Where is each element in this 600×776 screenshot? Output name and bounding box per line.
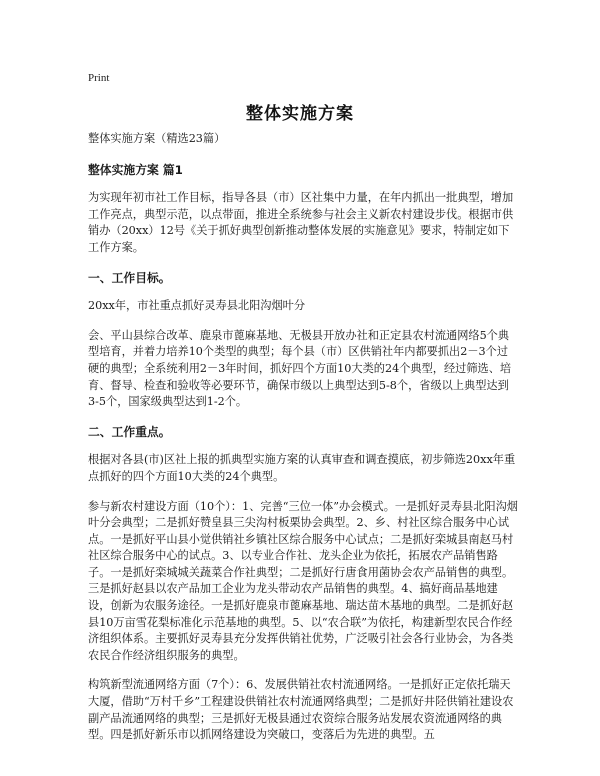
section-heading-focus: 二、工作重点。 (88, 424, 171, 439)
focus-paragraph-2: 参与新农村建设方面（10个）：1、完善“三位一体”办会模式。一是抓好灵寿县北阳沟烟叶分会典型；二是抓好赞皇县三尖沟村板栗协会典型。2、乡、村社区综合服务中心试点。一是抓好平山县小觉供销社乡镇社区综合服务中心试点；二是抓好栾城县南赵马村社区综合服务中心的试点。3、以专业合作社、龙头企业为依托，拓展农产品销售路子。一是抓好栾城城关蔬菜合作社典型；二是抓好行唐食用菌协会农产品销售的典型。三是抓好赵县以农产品加工企业为龙头带动农产品销售的典型。4、搞好商品基地建设，创新为农服务途径。一是抓好鹿泉市蓖麻基地、瑞达苗木基地的典型。二是抓好赵县10万亩雪花梨标准化示范基地的典型。5、以“农合联”为依托，构建新型农民合作经济组织体系。主要抓好灵寿县充分发挥供销社优势，广泛吸引社会各行业协会，为各类农民合作经济组织服务的典型。 (88, 499, 518, 662)
focus-paragraph-3: 构筑新型流通网络方面（7个）：6、发展供销社农村流通网络。一是抓好正定依托瑞天大厦，借助“万村千乡”工程建设供销社农村流通网络典型；二是抓好井陉供销社建设农副产品流通网络的典型；三是抓好无极县通过农资综合服务站发展农资流通网络的典型。四是抓好新乐市以抓网络建设为突破口，变落后为先进的典型。五 (88, 678, 514, 742)
article-title: 整体实施方案 篇1 (88, 162, 183, 177)
goals-paragraph-1: 20xx年，市社重点抓好灵寿县北阳沟烟叶分 (88, 299, 306, 313)
goals-paragraph-2: 会、平山县综合改革、鹿泉市蓖麻基地、无极县开放办社和正定县农村流通网络5个典型培育，并着力培养10个类型的典型；每个县（市）区供销社年内都要抓出2－3个过硬的典型；全系统利用2－3年时间，抓好四个方面10大类的24个典型，经过筛选、培育、督导、检查和验收等必要环节，确保市级以上典型达到5-8个，省级以上典型达到3-5个，国家级典型达到1-2个。 (88, 328, 512, 409)
focus-paragraph-1: 根据对各县(市)区社上报的抓典型实施方案的认真审查和调查摸底，初步筛选20xx年重点抓好的四个方面10大类的24个典型。 (88, 453, 516, 483)
document-title: 整体实施方案 (246, 104, 354, 124)
intro-paragraph: 为实现年初市社工作目标，指导各县（市）区社集中力量，在年内抓出一批典型，增加工作亮点，典型示范，以点带面，推进全系统参与社会主义新农村建设步伐。根据市供销办（20xx）12号《关于抓好典型创新推动整体发展的实施意见》要求，特制定如下工作方案。 (88, 191, 514, 254)
document-subtitle: 整体实施方案（精选23篇） (88, 132, 226, 145)
section-heading-goals: 一、工作目标。 (88, 270, 171, 285)
document-body (88, 131, 518, 757)
print-label: Print (88, 72, 110, 84)
